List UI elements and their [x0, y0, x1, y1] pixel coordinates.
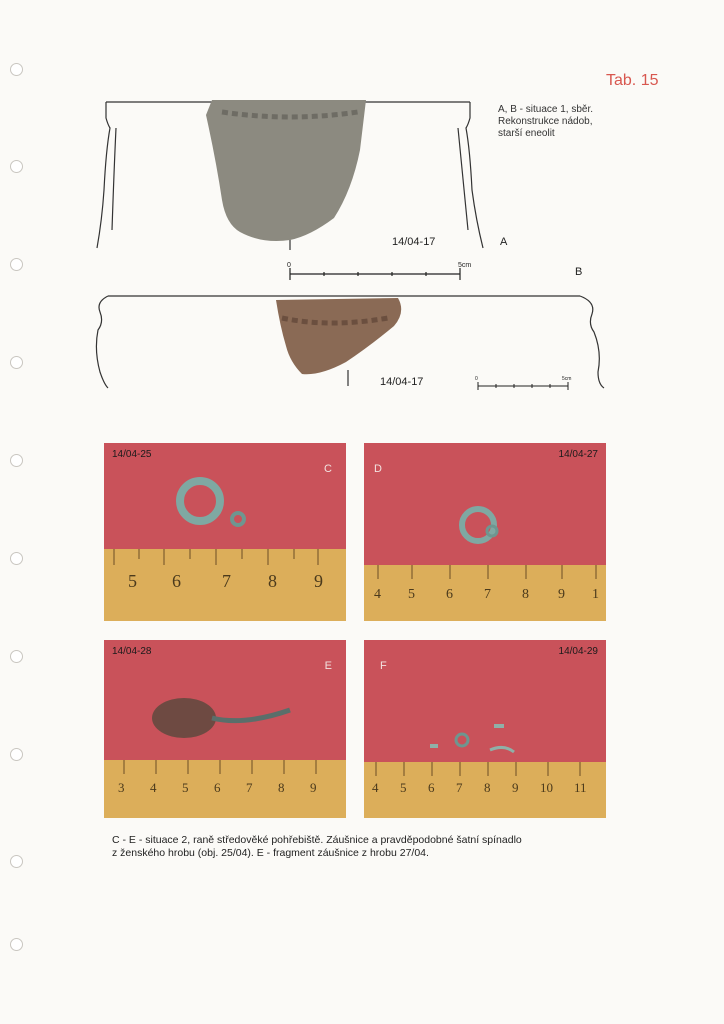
- photo-id: 14/04-25: [112, 449, 152, 460]
- ruler-number: 4: [374, 587, 381, 602]
- photo-id: 14/04-27: [558, 449, 598, 460]
- ruler-number: 10: [540, 780, 553, 795]
- caption-line: z ženského hrobu (obj. 25/04). E - fragment záušnice z hrobu 27/04.: [112, 847, 429, 859]
- binder-hole: [10, 552, 23, 565]
- photo-letter: D: [374, 463, 382, 475]
- caption: [112, 834, 612, 860]
- binder-hole: [10, 938, 23, 951]
- photo-letter: E: [324, 660, 332, 672]
- ruler-number: 11: [574, 780, 587, 795]
- inventory-label-b: 14/04-17: [380, 376, 424, 388]
- sherd-b: [276, 298, 401, 374]
- ruler-number: 6: [214, 780, 221, 795]
- ruler-number: 7: [484, 587, 491, 602]
- table-label: Tab. 15: [606, 72, 659, 89]
- photo-id: 14/04-28: [112, 646, 152, 657]
- scale-a-end: 5cm: [458, 262, 472, 269]
- ruler-number: 5: [128, 571, 137, 591]
- binder-hole: [10, 454, 23, 467]
- ruler-number: 1: [592, 587, 599, 602]
- ruler-number: 7: [456, 780, 463, 795]
- scale-a: [290, 268, 460, 280]
- ruler-number: 6: [428, 780, 435, 795]
- ruler-number: 8: [278, 780, 285, 795]
- ruler-number: 8: [522, 587, 529, 602]
- binder-hole: [10, 855, 23, 868]
- sherd-a: [206, 100, 366, 241]
- photo-d: [364, 443, 606, 621]
- scale-b-start: 0: [475, 376, 478, 382]
- ruler-number: 5: [408, 587, 415, 602]
- ruler-number: 8: [268, 571, 277, 591]
- ruler-number: 4: [372, 780, 379, 795]
- letter-label-b: B: [575, 266, 583, 278]
- ruler-number: 8: [484, 780, 491, 795]
- ruler-number: 9: [310, 780, 317, 795]
- ruler-number: 5: [400, 780, 407, 795]
- photo-letter: C: [324, 463, 332, 475]
- ruler-number: 9: [512, 780, 519, 795]
- photo-e: [104, 640, 346, 818]
- photo-id: 14/04-29: [558, 646, 598, 657]
- photo-letter: F: [380, 660, 387, 672]
- ruler-number: 4: [150, 780, 157, 795]
- description-line: A, B - situace 1, sběr.: [498, 104, 594, 115]
- ruler-number: 5: [182, 780, 189, 795]
- binder-hole: [10, 650, 23, 663]
- vessel-drawings: [0, 0, 724, 420]
- binder-hole: [10, 748, 23, 761]
- scale-a-start: 0: [287, 262, 291, 269]
- caption-line: C - E - situace 2, raně středověké pohřebiště. Záušnice a pravděpodobné šatní spínadlo: [112, 834, 522, 846]
- description-line: starší eneolit: [498, 128, 555, 139]
- description-line: Rekonstrukce nádob,: [498, 116, 593, 127]
- scale-b: [478, 382, 568, 390]
- ruler-number: 6: [446, 587, 453, 602]
- ruler-number: 6: [172, 571, 181, 591]
- photo-f: [364, 640, 606, 818]
- ruler-number: 3: [118, 780, 125, 795]
- letter-label-a: A: [500, 236, 508, 248]
- ruler-number: 9: [558, 587, 565, 602]
- scale-b-end: 5cm: [562, 376, 572, 382]
- inventory-label-a: 14/04-17: [392, 236, 436, 248]
- ruler-number: 7: [222, 571, 231, 591]
- ruler-number: 7: [246, 780, 253, 795]
- ruler-number: 9: [314, 571, 323, 591]
- photo-c: [104, 443, 346, 621]
